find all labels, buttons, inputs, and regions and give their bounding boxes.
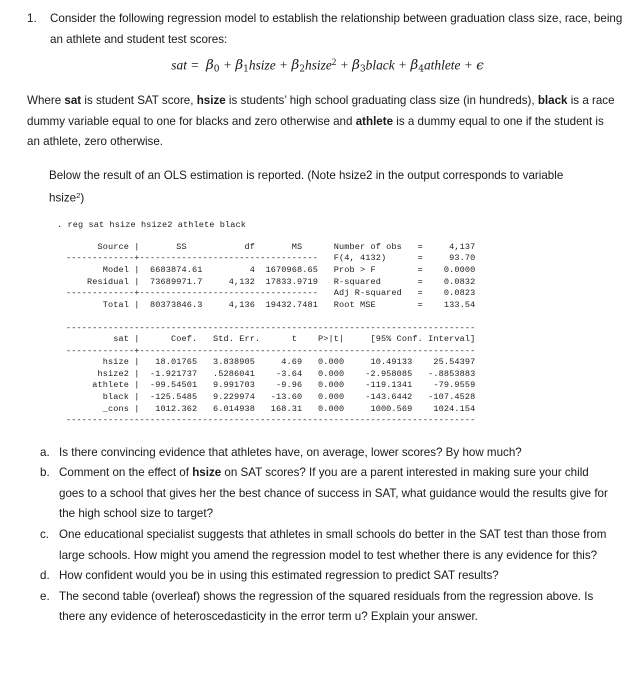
sub-question-d <box>0 566 641 587</box>
document-page <box>0 9 641 690</box>
sub-question-b-bold-hsize: hsize <box>192 466 222 480</box>
beta-1: $\beta_1$ <box>235 58 249 75</box>
plus-5: + <box>463 57 473 73</box>
var-black-bold: black <box>537 93 568 107</box>
note-text-2: ) <box>80 191 85 205</box>
beta-2: $\beta_2$ <box>291 58 305 75</box>
coef-row-cons: _cons | 1012.362 6.014938 168.31 0.000 1000.569 1024.154 <box>66 403 476 414</box>
plus-2: + <box>279 57 289 73</box>
sub-letter-c: c. <box>40 527 50 541</box>
ols-note-paragraph <box>0 166 641 210</box>
plus-1: + <box>222 57 232 73</box>
plus-4: + <box>398 57 408 73</box>
coef-header-row: sat | Coef. Std. Err. t P>|t| [95% Conf. Interval] <box>66 334 476 345</box>
plus-3: + <box>339 57 349 73</box>
where-text-1: Where <box>27 93 65 107</box>
sub-question-e-text: The second table (overleaf) shows the regression of the squared residuals from the regression above. Is there any evidence of heteroscedasticity in the error term u? Explain your answer. <box>59 589 594 624</box>
sub-question-c-text: One educational specialist suggests that athletes in small schools do better in the SAT test than those from large schools. How might you amend the regression model to test whether there is any evidence for this? <box>59 527 607 562</box>
sub-question-b <box>0 463 641 525</box>
sub-question-a <box>0 443 641 464</box>
var-hsize-bold: hsize <box>196 93 226 107</box>
where-text-2: is student SAT score, <box>81 93 197 107</box>
sub-question-b-text-2: on SAT scores? If you are a parent interested in making sure your child goes to a school that gives her the best chance of success in SAT, what guidance would the results give for the high school size to target? <box>59 466 608 521</box>
definitions-paragraph <box>0 91 641 153</box>
anova-rule-1: -------------+---------------------------------- F(4, 4132) = 93.70 <box>66 253 476 264</box>
sub-letter-a: a. <box>40 445 50 459</box>
anova-model-row: Model | 6683874.61 4 1670968.65 Prob > F = 0.0000 <box>66 264 476 275</box>
sub-question-d-text: How confident would you be in using this estimated regression to predict SAT results? <box>59 569 499 583</box>
sub-question-e <box>0 587 641 628</box>
stata-command-line: . reg sat hsize hsize2 athlete black <box>57 220 246 231</box>
var-sat-bold: sat <box>64 93 82 107</box>
beta-0: $\beta_0$ <box>206 58 220 75</box>
coef-row-athlete: athlete | -99.54501 9.991703 -9.96 0.000 -119.1341 -79.9559 <box>66 380 476 391</box>
question-intro-text: Consider the following regression model to establish the relationship between graduation class size, race, being an athlete and student test scores: <box>50 12 623 46</box>
coef-row-black: black | -125.5485 9.229974 -13.60 0.000 -143.6442 -107.4528 <box>66 391 476 402</box>
stata-output-block <box>0 242 641 427</box>
coef-row-hsize: hsize | 18.01765 3.838905 4.69 0.000 10.49133 25.54397 <box>66 357 476 368</box>
term-hsize: hsize <box>248 57 276 73</box>
equation-lhs: sat <box>171 57 187 73</box>
anova-rule-2: -------------+---------------------------------- Adj R-squared = 0.0823 <box>66 288 476 299</box>
beta-4: $\beta_4$ <box>410 58 424 75</box>
where-text-3: is students’ high school graduating class size (in hundreds), <box>225 93 538 107</box>
sub-question-c <box>0 525 641 566</box>
var-athlete-bold: athlete <box>355 114 394 128</box>
anova-residual-row: Residual | 73689971.7 4,132 17833.9719 R-squared = 0.0832 <box>66 276 476 287</box>
anova-total-row: Total | 80373846.3 4,136 19432.7481 Root MSE = 133.54 <box>66 299 476 310</box>
coef-rule-mid: -------------+---------------------------------------------------------------- <box>66 345 476 356</box>
where-text-4: is a race dummy variable equal to one for blacks and zero otherwise and <box>27 93 615 128</box>
coef-rule-bottom: ------------------------------------------------------------------------------ <box>66 415 476 426</box>
regression-equation <box>0 52 641 80</box>
epsilon-symbol: ϵ <box>476 58 484 74</box>
coef-row-hsize2: hsize2 | -1.921737 .5286041 -3.64 0.000 -2.958085 -.8853883 <box>66 368 476 379</box>
sub-question-b-text-1: Comment on the effect of <box>59 466 193 480</box>
term-athlete: athlete <box>423 57 461 73</box>
question-1 <box>0 9 641 50</box>
sub-letter-e: e. <box>40 589 50 603</box>
sub-question-a-text: Is there convincing evidence that athletes have, on average, lower scores? By how much? <box>59 445 522 459</box>
note-text-1: Below the result of an OLS estimation is reported. (Note hsize2 in the output corresponds to variable hsize <box>49 168 564 205</box>
term-black: black <box>365 57 395 73</box>
beta-3: $\beta_3$ <box>352 58 366 75</box>
sub-question-list <box>0 443 641 628</box>
sub-letter-b: b. <box>40 466 50 480</box>
anova-header-row: Source | SS df MS Number of obs = 4,137 <box>66 241 476 252</box>
term-hsize2: hsize <box>305 57 332 73</box>
hsize-exponent: 2 <box>331 57 337 67</box>
question-number: 1. <box>27 12 37 25</box>
where-text-5: is a dummy equal to one if the student is an athlete, zero otherwise. <box>27 114 604 149</box>
equation-equals: = <box>190 57 200 73</box>
sub-letter-d: d. <box>40 569 50 583</box>
hsize-note-exponent: 2 <box>76 191 81 201</box>
coef-rule-top: ------------------------------------------------------------------------------ <box>66 322 476 333</box>
